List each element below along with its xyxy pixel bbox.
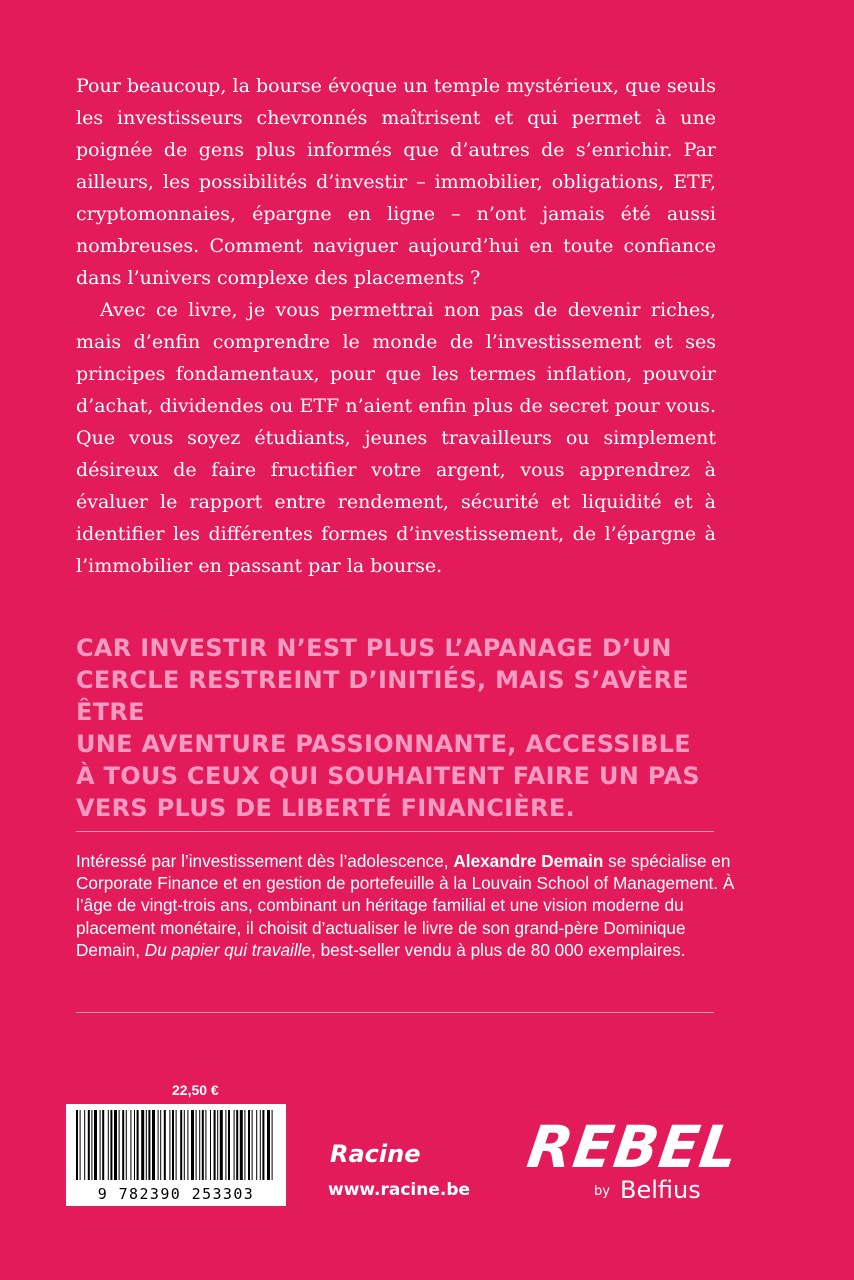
blurb-paragraph-1: Pour beaucoup, la bourse évoque un temple mystérieux, que seuls les investisseurs chevronnés maîtrisent et qui permet à une poignée de gens plus informés que d’autres de s’enrichir. Par ailleurs, les possibilités d’investir – immobilier, obligations, ETF, cryptomonnaies, épargne en ligne – n’ont jamais été aussi nombreuses. Comment naviguer aujourd’hui en toute confiance dans l’univers complexe des placements ?: [76, 75, 716, 289]
bio-middle: se spécialise en Corporate Finance et en gestion de portefeuille à la Louvain School of Management. À l’âge de vingt-trois ans, combinant un héritage familial et une vision moderne du placement monétaire, il choisit d’actualiser le livre de son grand-père Dominique Demain,: [76, 851, 735, 960]
barcode-bar: [148, 1110, 150, 1180]
barcode-bar: [100, 1110, 101, 1180]
barcode-bar: [202, 1110, 204, 1180]
barcode-bar: [169, 1110, 170, 1180]
author-name: Alexandre Demain: [453, 851, 604, 871]
barcode-bar: [80, 1110, 81, 1180]
barcode-bar: [234, 1110, 235, 1180]
barcode-bar: [214, 1110, 216, 1180]
barcode-bar: [152, 1110, 155, 1180]
barcode-bar: [199, 1110, 200, 1180]
barcode-bars: [74, 1110, 278, 1180]
barcode-bar: [137, 1110, 139, 1180]
callout-line-5: VERS PLUS DE LIBERTÉ FINANCIÈRE.: [76, 794, 575, 822]
publisher-url[interactable]: www.racine.be: [328, 1180, 471, 1200]
barcode-bar: [240, 1110, 243, 1180]
belfius-logo: Belfius: [620, 1176, 701, 1204]
barcode-bar: [110, 1110, 112, 1180]
barcode-bar: [91, 1110, 92, 1180]
blurb-paragraph-2: Avec ce livre, je vous permettrai non pas de devenir riches, mais d’enfin comprendre le monde de l’investissement et ses principes fondamentaux, pour que les termes inflation, pouvoir d’achat, dividendes ou ETF n’aient enfin plus de secret pour vous. Que vous soyez étudiants, jeunes travailleurs ou simplement désireux de faire fructifier votre argent, vous apprendrez à évaluer le rapport entre rendement, sécurité et liquidité et à identifier les différentes formes d’investissement, de l’épargne à l’immobilier en passant par la bourse.: [76, 299, 716, 577]
barcode-bar: [187, 1110, 188, 1180]
barcode-bar: [94, 1110, 97, 1180]
barcode-bar: [130, 1110, 131, 1180]
callout-line-3: UNE AVENTURE PASSIONNANTE, ACCESSIBLE: [76, 730, 691, 758]
barcode-bar: [88, 1110, 90, 1180]
barcode-bar: [108, 1110, 109, 1180]
barcode-bar: [236, 1110, 238, 1180]
barcode-bar: [252, 1110, 253, 1180]
partner-by: by: [594, 1184, 610, 1199]
isbn-number: 9 782390 253303: [97, 1185, 255, 1203]
publisher-logo: Racine: [330, 1140, 421, 1168]
barcode-bar: [126, 1110, 127, 1180]
bio-intro: Intéressé par l’investissement dès l’adolescence,: [76, 851, 454, 871]
callout-line-2: CERCLE RESTREINT D’INITIÉS, MAIS S’AVÈRE ÊTRE: [76, 666, 689, 726]
barcode-bar: [164, 1110, 166, 1180]
barcode-bar: [102, 1110, 104, 1180]
callout-line-4: À TOUS CEUX QUI SOUHAITENT FAIRE UN PAS: [76, 762, 700, 790]
barcode-bar: [180, 1110, 182, 1180]
author-bio-text: [76, 850, 736, 961]
barcode-bar: [228, 1110, 230, 1180]
barcode-bar: [184, 1110, 185, 1180]
barcode-bar: [134, 1110, 135, 1180]
barcode-bar: [248, 1110, 250, 1180]
barcode-bar: [141, 1110, 144, 1180]
author-bio: [76, 850, 736, 961]
barcode-bar: [119, 1110, 120, 1180]
barcode-bar: [172, 1110, 174, 1180]
callout-line-1: CAR INVESTIR N’EST PLUS L’APANAGE D’UN: [76, 634, 672, 662]
barcode-bar: [220, 1110, 223, 1180]
barcode-bar: [267, 1110, 270, 1180]
barcode-bar: [191, 1110, 194, 1180]
barcode-bar: [272, 1110, 273, 1180]
barcode-bar: [244, 1110, 245, 1180]
price-label: 22,50 €: [172, 1082, 219, 1098]
barcode-bar: [196, 1110, 197, 1180]
callout-quote: [76, 632, 736, 824]
divider-bottom: [76, 1012, 714, 1013]
bio-end: , best-seller vendu à plus de 80 000 exemplaires.: [311, 939, 686, 960]
barcode-bar: [114, 1110, 117, 1180]
barcode: [66, 1104, 286, 1206]
barcode-bar: [158, 1110, 159, 1180]
barcode-bar: [205, 1110, 206, 1180]
barcode-bar: [225, 1110, 226, 1180]
barcode-bar: [146, 1110, 147, 1180]
back-cover-blurb: [76, 70, 716, 582]
barcode-bar: [262, 1110, 264, 1180]
barcode-bar: [176, 1110, 177, 1180]
barcode-bar: [84, 1110, 85, 1180]
rebel-logo: REBEL: [523, 1113, 743, 1181]
barcode-bar: [256, 1110, 257, 1180]
barcode-bar: [260, 1110, 261, 1180]
barcode-bar: [217, 1110, 218, 1180]
barcode-bar: [122, 1110, 124, 1180]
barcode-bar: [160, 1110, 161, 1180]
divider-top: [76, 831, 714, 832]
barcode-bar: [210, 1110, 211, 1180]
book-title: Du papier qui travaille: [144, 939, 312, 960]
barcode-bar: [76, 1110, 78, 1180]
